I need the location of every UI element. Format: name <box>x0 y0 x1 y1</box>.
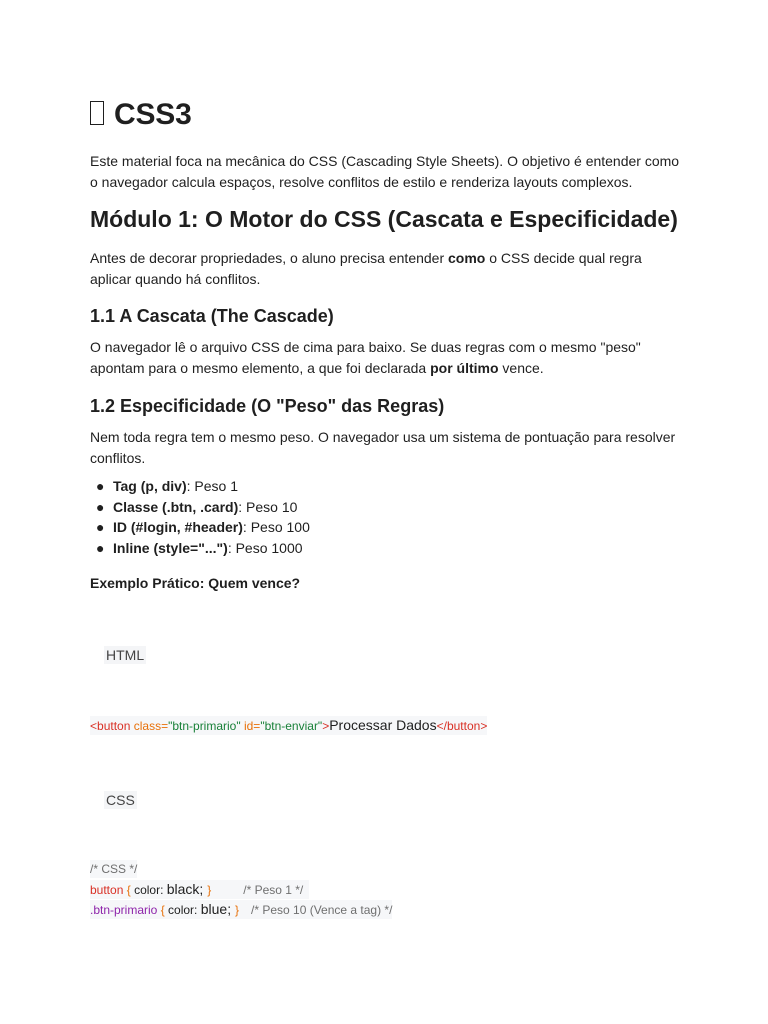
section-1-1-bold: por último <box>430 360 499 376</box>
code-tag: button <box>446 719 481 733</box>
code-property: color: <box>134 883 167 897</box>
section-1-1-paragraph <box>90 337 680 379</box>
section-1-2-text: Nem toda regra tem o mesmo peso. O navegador usa um sistema de pontuação para resolver conflitos. <box>90 429 676 466</box>
bullet-icon: ● <box>96 519 105 535</box>
list-item-value: : Peso 1000 <box>227 539 303 556</box>
code-value: "btn-primario" <box>168 719 241 733</box>
css-code-line <box>90 860 137 878</box>
module-1-intro <box>90 248 680 290</box>
module-1-intro-rest: o CSS decide qual regra aplicar quando há conflitos. <box>90 250 642 287</box>
code-comment: /* Peso 1 */ <box>243 883 304 897</box>
section-1-1 <box>90 306 680 327</box>
code-attr: id= <box>240 719 261 733</box>
code-content: Processar Dados <box>329 717 437 733</box>
css-code-label: CSS <box>106 792 135 808</box>
list-item <box>90 517 680 538</box>
module-1-intro-text: Antes de decorar propriedades, o aluno precisa entender <box>90 250 449 266</box>
section-1-2-heading: 1.2 Especificidade (O "Peso" das Regras) <box>90 396 445 416</box>
code-value: black; <box>166 881 208 897</box>
list-item-value: : Peso 1 <box>186 478 238 494</box>
intro-text: Este material foca na mecânica do CSS (Cascading Style Sheets). O objetivo é entender como o navegador calcula espaços, resolve conflitos de estilo e renderiza layouts complexos. <box>90 153 680 190</box>
section-1-2-paragraph <box>90 427 680 469</box>
code-value: blue; <box>200 901 235 917</box>
example-heading-text: Exemplo Prático: Quem vence? <box>90 575 301 591</box>
example-heading <box>90 573 680 594</box>
list-item-label: Classe (.btn, .card) <box>113 498 239 515</box>
section-1-2 <box>90 396 680 417</box>
list-item <box>90 476 680 497</box>
html-code-line: <button class="btn-primario" id="btn-enviar">Processar Dados</button> <box>90 717 488 733</box>
list-item <box>90 497 680 518</box>
module-1-intro-bold: como <box>448 250 486 266</box>
bullet-icon: ● <box>96 498 105 515</box>
list-item-label: ID (#login, #header) <box>113 519 243 535</box>
code-value: "btn-enviar" <box>260 719 323 733</box>
code-property: color: <box>168 903 201 917</box>
css-code-line: button { color: black; } /* Peso 1 */ <box>90 880 309 899</box>
code-selector: .btn-primario <box>90 903 158 917</box>
list-item-value: : Peso 100 <box>242 519 310 535</box>
bullet-icon: ● <box>96 539 105 556</box>
code-attr: class= <box>130 719 169 733</box>
list-item-label: Inline (style="...") <box>113 539 228 556</box>
page-title <box>90 98 192 132</box>
code-comment: /* CSS */ <box>90 862 138 876</box>
css-code-line: .btn-primario { color: blue; } /* Peso 10 (Vence a tag) */ <box>90 901 393 917</box>
section-1-1-heading: 1.1 A Cascata (The Cascade) <box>90 306 334 326</box>
list-item-label: Tag (p, div) <box>113 478 187 494</box>
list-item <box>90 538 680 559</box>
specificity-list <box>90 476 680 558</box>
code-selector: button <box>90 883 124 897</box>
code-tag: button <box>97 719 131 733</box>
intro-paragraph <box>90 151 680 193</box>
list-item-value: : Peso 10 <box>238 498 298 515</box>
unrendered-emoji-box-icon <box>90 101 104 125</box>
page-title-text: CSS3 <box>114 98 192 131</box>
section-1-1-text-end: vence. <box>498 360 544 376</box>
code-comment: /* Peso 10 (Vence a tag) */ <box>251 903 393 917</box>
bullet-icon: ● <box>96 478 105 494</box>
section-1-1-text: O navegador lê o arquivo CSS de cima para baixo. Se duas regras com o mesmo "peso" apontam para o mesmo elemento, a que foi declarada <box>90 339 641 376</box>
module-1-heading: Módulo 1: O Motor do CSS (Cascata e Especificidade) <box>90 206 678 232</box>
html-code-label: HTML <box>106 647 145 663</box>
